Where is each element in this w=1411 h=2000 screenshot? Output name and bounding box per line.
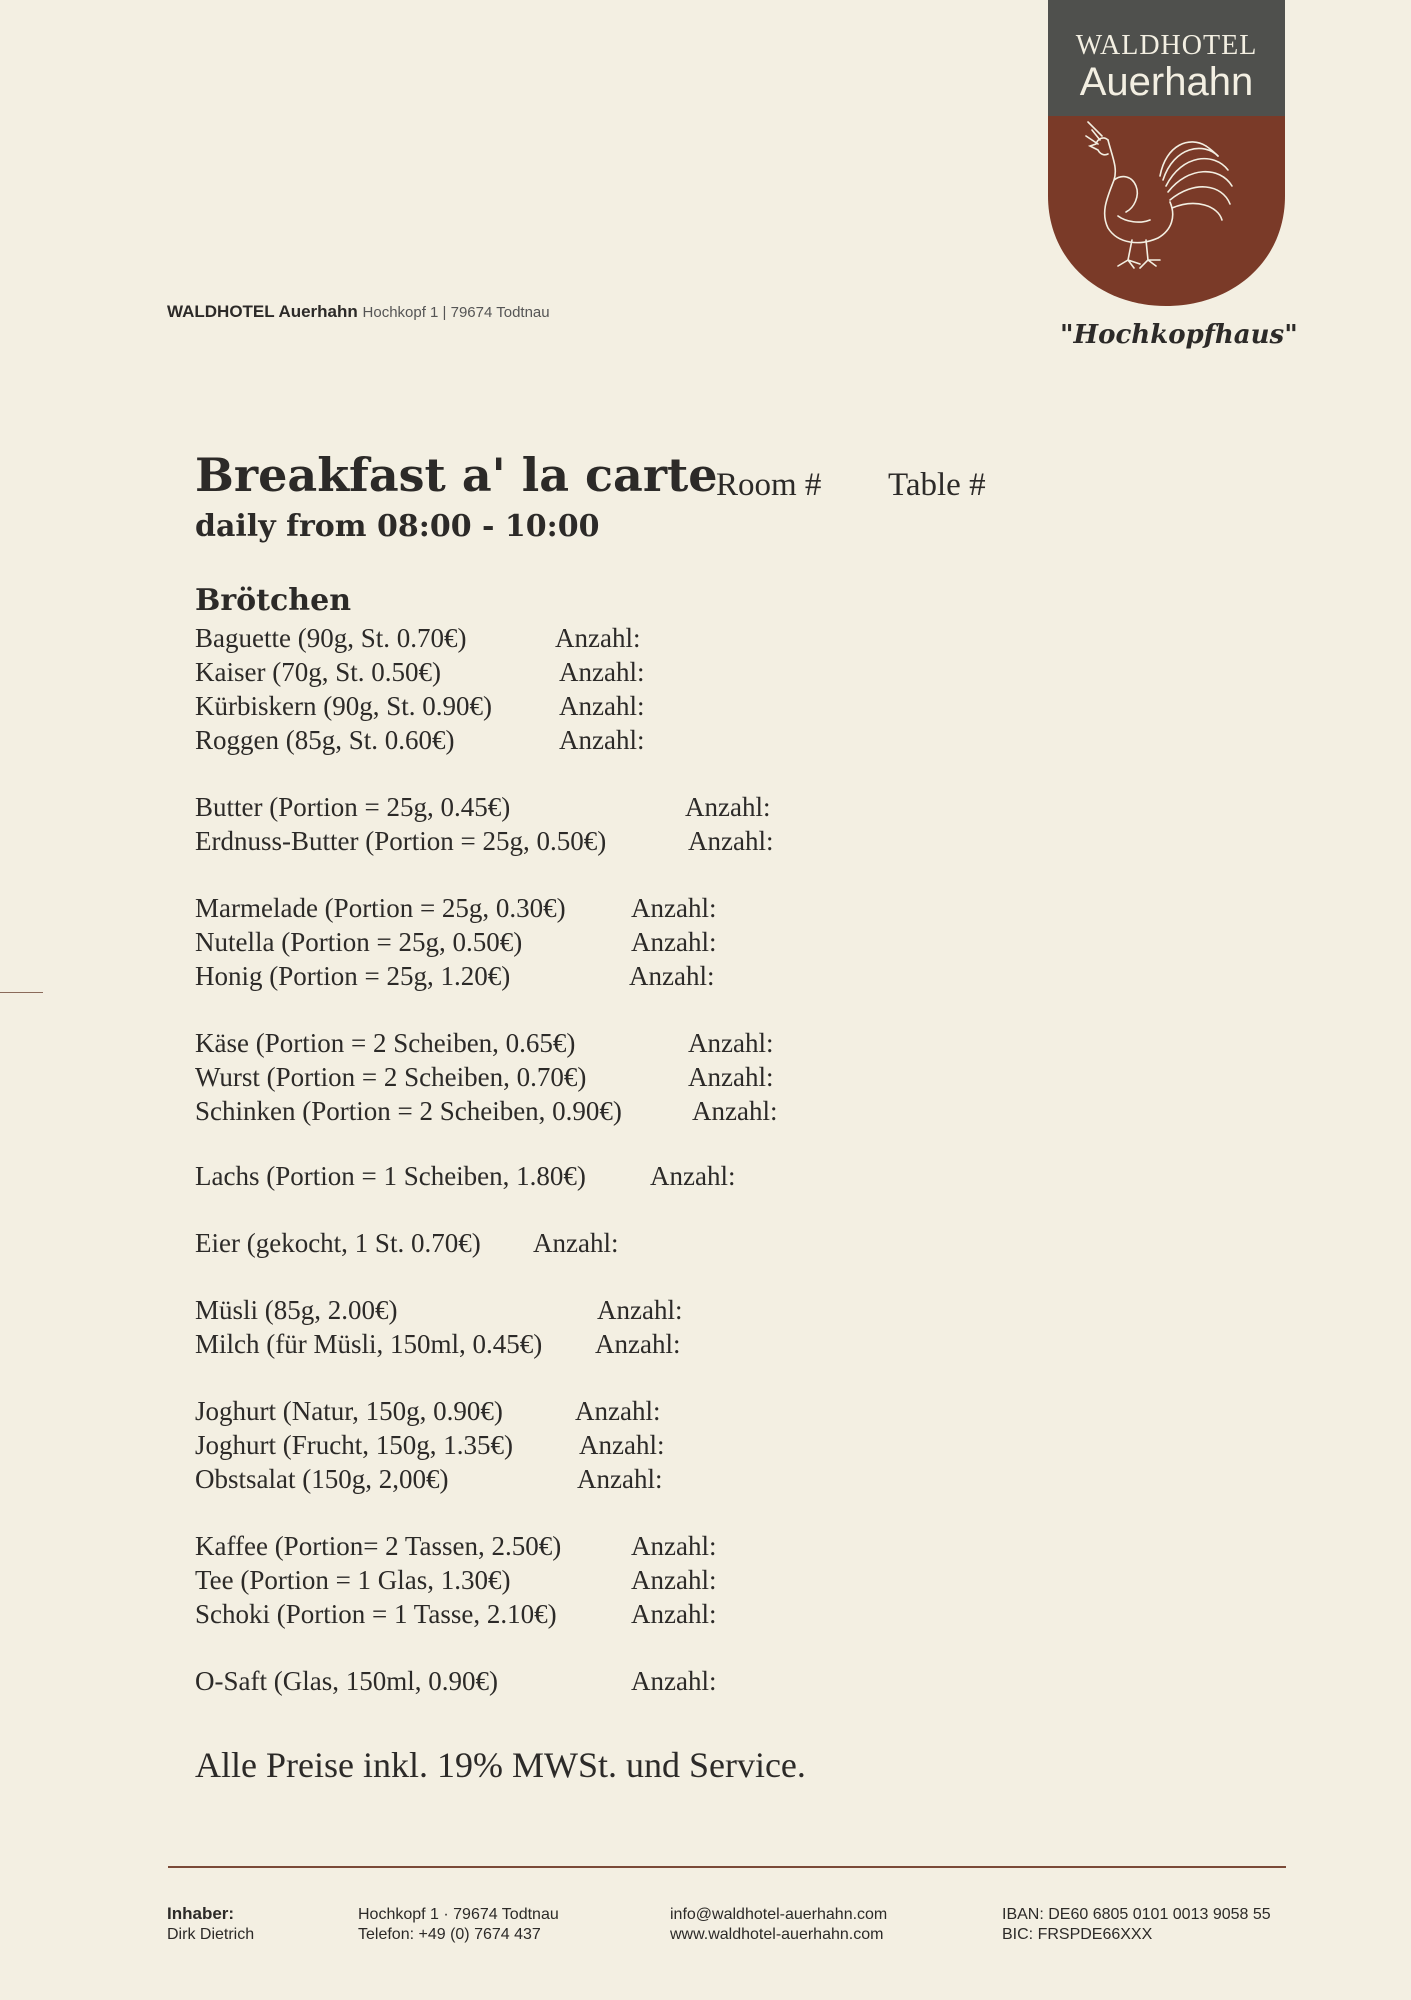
quantity-field[interactable]: Anzahl: — [559, 657, 645, 687]
menu-item: Schoki (Portion = 1 Tasse, 2.10€) — [195, 1599, 557, 1629]
price-note: Alle Preise inkl. 19% MWSt. und Service. — [195, 1745, 806, 1785]
header-address — [167, 302, 550, 322]
quantity-field[interactable]: Anzahl: — [559, 691, 645, 721]
footer-divider — [168, 1866, 1286, 1868]
menu-item: Butter (Portion = 25g, 0.45€) — [195, 792, 511, 822]
quantity-field[interactable]: Anzahl: — [559, 725, 645, 755]
footer-online — [670, 1905, 887, 1945]
menu-item: Marmelade (Portion = 25g, 0.30€) — [195, 893, 566, 923]
quantity-field[interactable]: Anzahl: — [631, 1599, 717, 1629]
quantity-field[interactable]: Anzahl: — [685, 792, 771, 822]
header-hotel-name: WALDHOTEL Auerhahn — [167, 302, 358, 321]
menu-item: Erdnuss-Butter (Portion = 25g, 0.50€) — [195, 826, 607, 856]
menu-item: Käse (Portion = 2 Scheiben, 0.65€) — [195, 1028, 576, 1058]
menu-item: Wurst (Portion = 2 Scheiben, 0.70€) — [195, 1062, 587, 1092]
quantity-field[interactable]: Anzahl: — [650, 1161, 736, 1191]
logo-line-2: Auerhahn — [1079, 60, 1254, 104]
quantity-field[interactable]: Anzahl: — [555, 623, 641, 653]
footer-address: Hochkopf 1 · 79674 Todtnau — [358, 1906, 559, 1923]
footer-website[interactable]: www.waldhotel-auerhahn.com — [670, 1926, 884, 1943]
menu-item: Eier (gekocht, 1 St. 0.70€) — [195, 1228, 481, 1258]
menu-item: Schinken (Portion = 2 Scheiben, 0.90€) — [195, 1096, 622, 1126]
menu-item: Honig (Portion = 25g, 1.20€) — [195, 961, 511, 991]
serving-hours: daily from 08:00 - 10:00 — [195, 509, 600, 544]
menu-item: Obstsalat (150g, 2,00€) — [195, 1464, 449, 1494]
footer-owner-name: Dirk Dietrich — [167, 1926, 255, 1943]
page-title: Breakfast a' la carte — [195, 448, 718, 502]
menu-item: Lachs (Portion = 1 Scheiben, 1.80€) — [195, 1161, 586, 1191]
footer-bank — [1002, 1905, 1271, 1945]
menu-item: Roggen (85g, St. 0.60€) — [195, 725, 455, 755]
logo-line-1: WALDHOTEL — [1075, 30, 1258, 61]
quantity-field[interactable]: Anzahl: — [631, 1666, 717, 1696]
quantity-field[interactable]: Anzahl: — [597, 1295, 683, 1325]
menu-item: Milch (für Müsli, 150ml, 0.45€) — [195, 1329, 543, 1359]
quantity-field[interactable]: Anzahl: — [577, 1464, 663, 1494]
section-heading: Brötchen — [195, 583, 352, 618]
menu-item: Kaiser (70g, St. 0.50€) — [195, 657, 441, 687]
menu-item: Joghurt (Frucht, 150g, 1.35€) — [195, 1430, 513, 1460]
menu-item: Tee (Portion = 1 Glas, 1.30€) — [195, 1565, 511, 1595]
fold-mark — [0, 992, 43, 993]
quantity-field[interactable]: Anzahl: — [692, 1096, 778, 1126]
hotel-tagline: "Hochkopfhaus" — [1060, 320, 1298, 350]
hotel-logo — [1048, 0, 1285, 308]
menu-item: Nutella (Portion = 25g, 0.50€) — [195, 927, 523, 957]
menu-item: O-Saft (Glas, 150ml, 0.90€) — [195, 1666, 498, 1696]
footer-email[interactable]: info@waldhotel-auerhahn.com — [670, 1906, 888, 1923]
menu-item: Baguette (90g, St. 0.70€) — [195, 623, 467, 653]
footer-contact — [358, 1905, 559, 1945]
footer-iban: IBAN: DE60 6805 0101 0013 9058 55 — [1002, 1906, 1271, 1923]
quantity-field[interactable]: Anzahl: — [688, 1062, 774, 1092]
table-number-label: Table # — [888, 467, 986, 503]
room-number-label: Room # — [716, 467, 822, 503]
quantity-field[interactable]: Anzahl: — [688, 826, 774, 856]
quantity-field[interactable]: Anzahl: — [575, 1396, 661, 1426]
menu-item: Kaffee (Portion= 2 Tassen, 2.50€) — [195, 1531, 562, 1561]
footer-owner — [167, 1904, 254, 1945]
quantity-field[interactable]: Anzahl: — [533, 1228, 619, 1258]
footer-owner-label: Inhaber: — [167, 1904, 235, 1923]
quantity-field[interactable]: Anzahl: — [688, 1028, 774, 1058]
grouse-shield-icon — [1048, 116, 1285, 308]
menu-item: Kürbiskern (90g, St. 0.90€) — [195, 691, 492, 721]
quantity-field[interactable]: Anzahl: — [579, 1430, 665, 1460]
quantity-field[interactable]: Anzahl: — [631, 927, 717, 957]
quantity-field[interactable]: Anzahl: — [595, 1329, 681, 1359]
quantity-field[interactable]: Anzahl: — [631, 893, 717, 923]
footer-phone: Telefon: +49 (0) 7674 437 — [358, 1926, 541, 1943]
quantity-field[interactable]: Anzahl: — [631, 1531, 717, 1561]
menu-item: Müsli (85g, 2.00€) — [195, 1295, 398, 1325]
quantity-field[interactable]: Anzahl: — [631, 1565, 717, 1595]
menu-item: Joghurt (Natur, 150g, 0.90€) — [195, 1396, 503, 1426]
footer-bic: BIC: FRSPDE66XXX — [1002, 1926, 1153, 1943]
quantity-field[interactable]: Anzahl: — [629, 961, 715, 991]
header-street: Hochkopf 1 | 79674 Todtnau — [362, 304, 550, 321]
logo-header — [1048, 0, 1285, 116]
